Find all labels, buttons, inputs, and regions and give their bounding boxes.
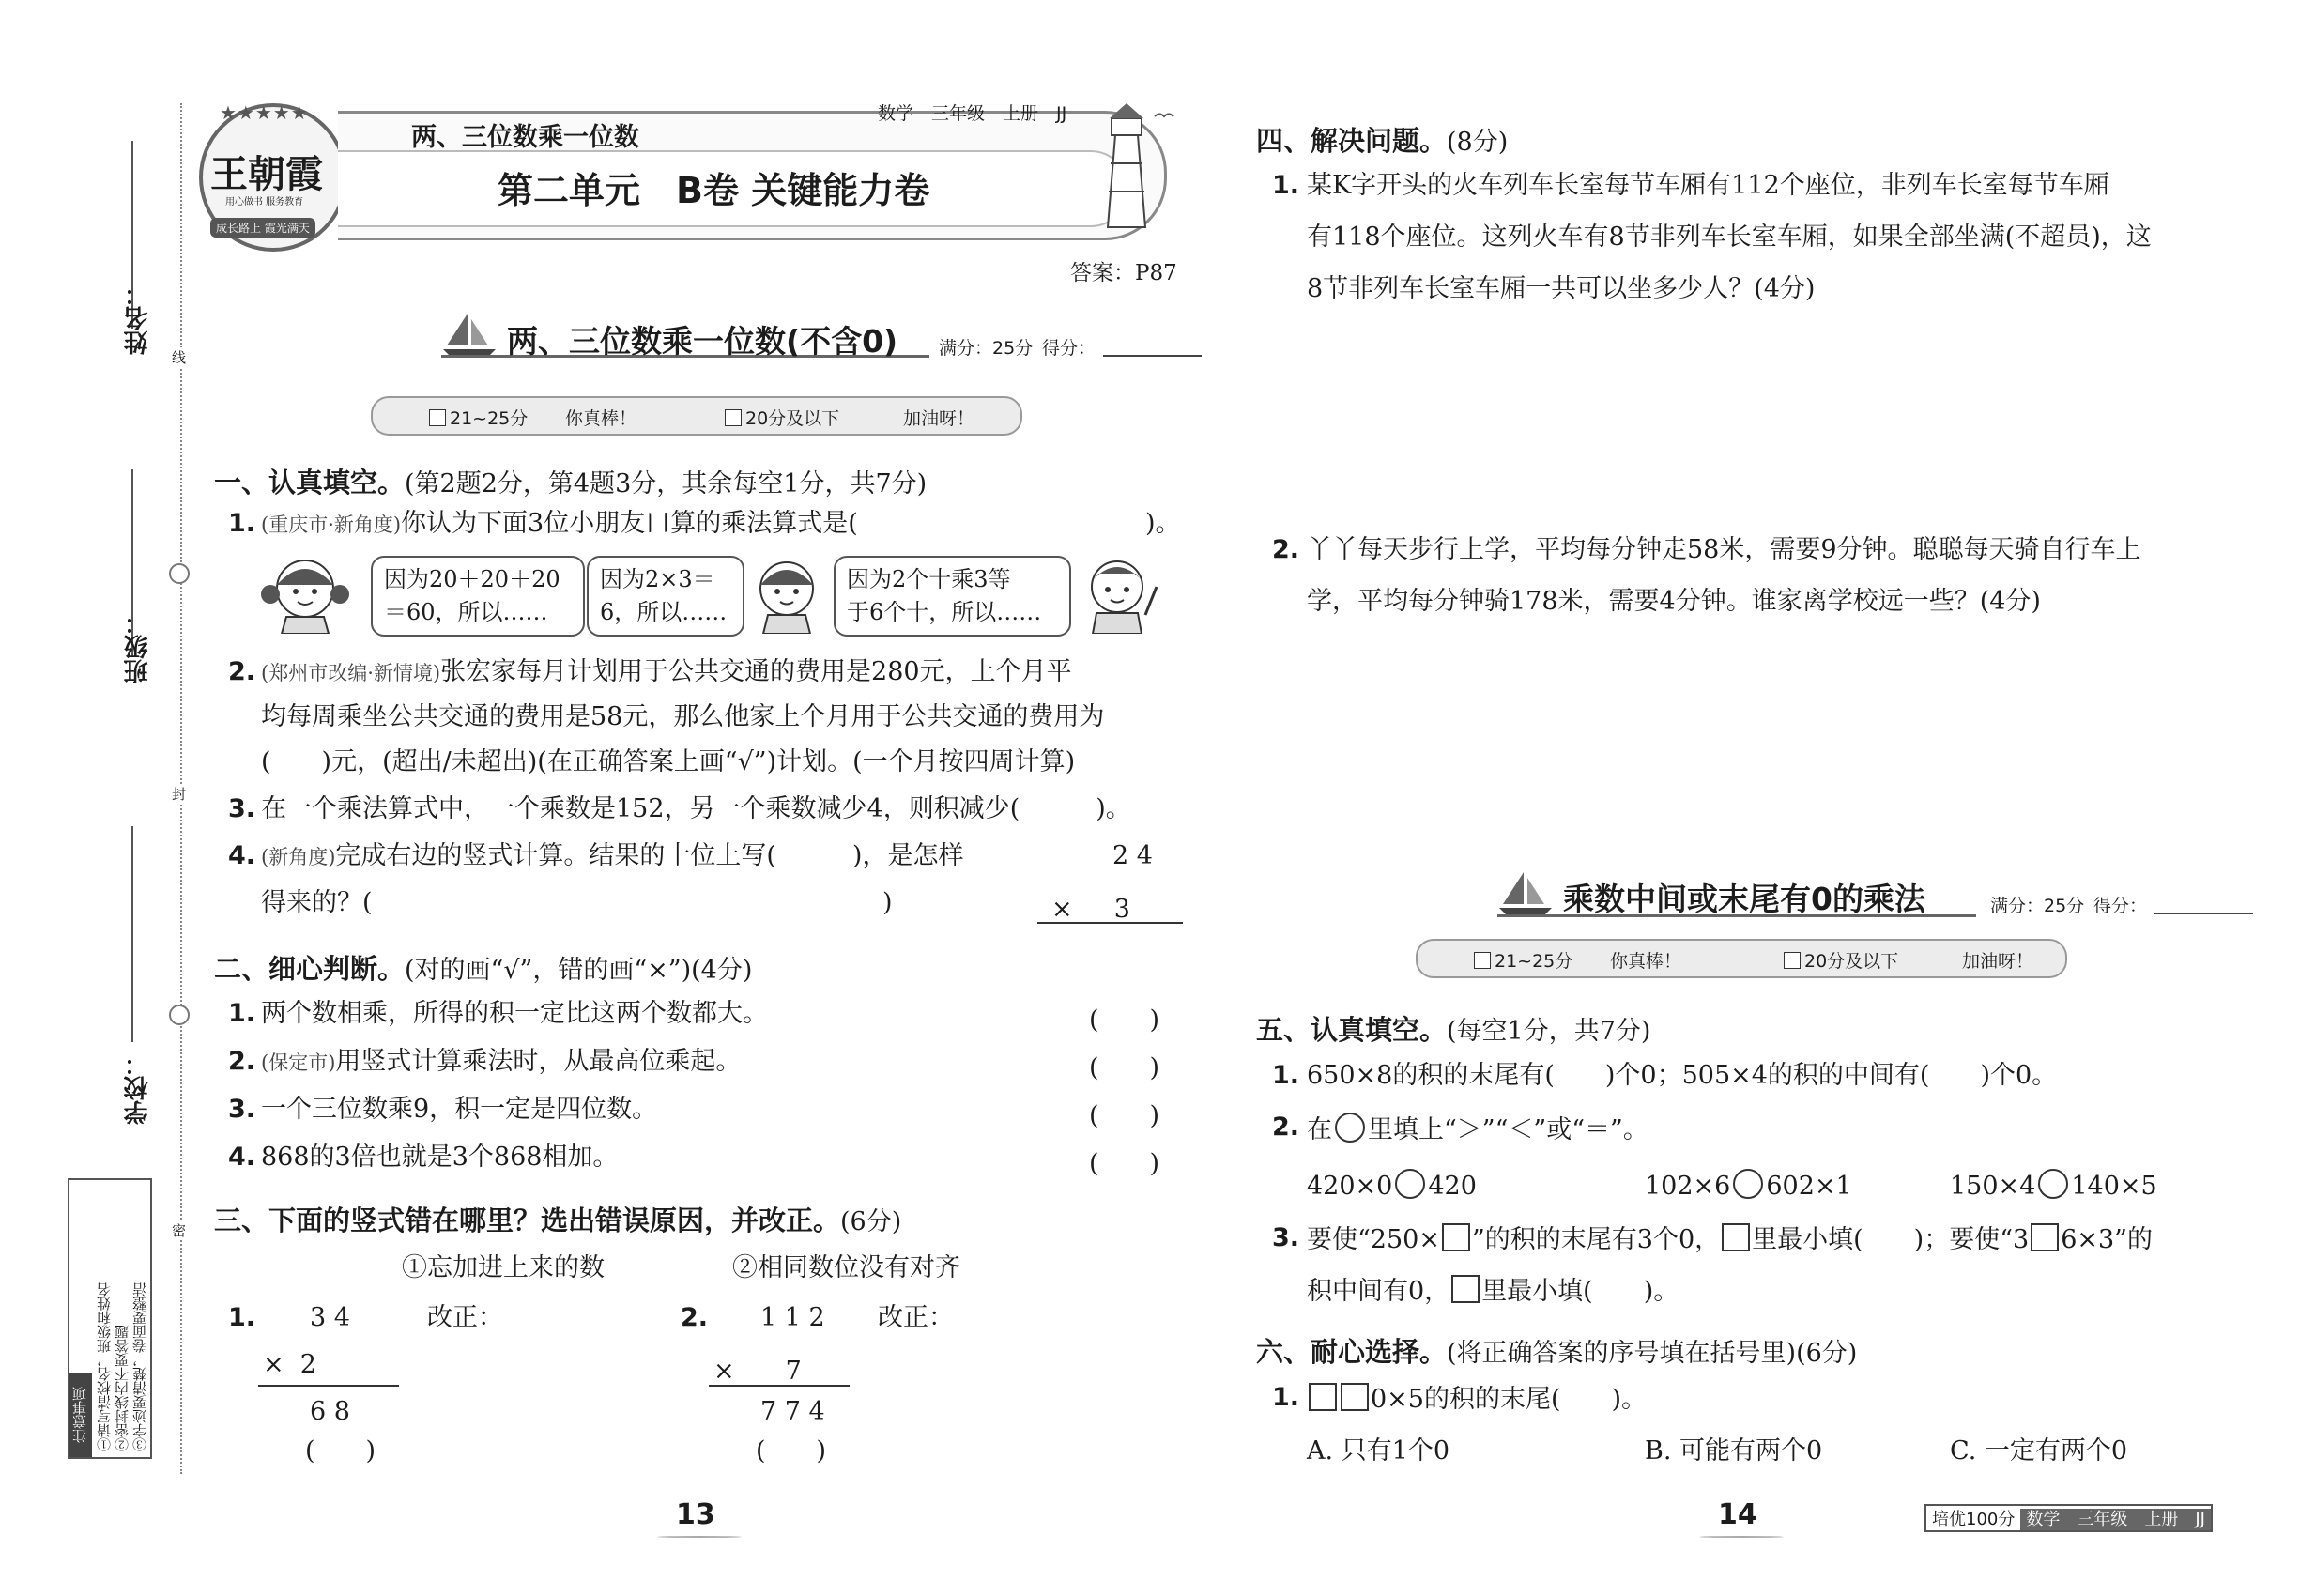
section-2-title: 二、细心判断。(对的画“√”，错的画“×”)(4分) [214,953,753,985]
judge-statement: 一个三位数乘9，积一定是四位数。 [261,1095,658,1124]
page-number-flourish [657,1536,742,1538]
question-number: 4. [228,841,256,870]
question-4-1-line3: 8节非列车长室车厢一共可以坐多少人？(4分) [1307,274,1816,303]
page-number: 13 [676,1498,715,1531]
section-3-title: 三、下面的竖式错在哪里？选出错误原因，并改正。(6分) [214,1205,902,1236]
vertical-calc-multiplier: × 2 [263,1350,316,1379]
logo-small: 用心做书 服务教育 [225,197,304,207]
option-c[interactable]: C. 一定有两个0 [1950,1436,2128,1466]
question-number: 1. [228,1303,256,1332]
rating-bar [371,396,1022,436]
vertical-calc-top: 3 4 [310,1303,350,1332]
page-title: 第二单元 B卷 关键能力卷 [498,170,930,211]
vertical-calc-top: 1 1 2 [760,1303,825,1332]
compare-circle[interactable] [1733,1169,1763,1199]
footer-meta: 数学 三年级 上册 JJ [2020,1509,2211,1530]
question-number: 4. [228,1143,256,1172]
rating-low: 20分及以下 [1784,947,1898,973]
answer-paren[interactable]: ( ) [756,1436,827,1466]
judge-statement: 两个数相乘，所得的积一定比这两个数都大。 [261,999,768,1028]
question-number: 3. [1272,1223,1300,1252]
question-5-1: 650×8的积的末尾有( )个0；505×4的积的中间有( )个0。 [1307,1061,2058,1090]
fill-box[interactable] [1722,1223,1750,1251]
cut-mark-icon [169,563,190,584]
checkbox[interactable] [429,409,446,426]
question-4-2-line2: 学，平均每分钟骑178米，需要4分钟。谁家离学校远一些？(4分) [1307,587,2041,616]
vertical-calc-rule [1037,922,1183,924]
sailboat-icon [1497,868,1554,917]
question-number: 1. [228,999,256,1028]
rating-low-cheer: 加油呀！ [903,408,975,429]
school-label: 学校： [124,1051,152,1125]
question-1-3: 在一个乘法算式中，一个乘数是152，另一个乘数减少4，则积减少( )。 [261,794,1131,823]
answer-paren[interactable]: ( ) [1089,1149,1160,1178]
question-1-4-line2-end: ) [882,888,893,917]
question-number: 3. [228,794,256,823]
rating-high-cheer: 你真棒！ [565,408,637,429]
question-1-4-line2: 得来的？( [261,888,373,917]
question-4-1-line1: 某K字开头的火车列车长室每节车厢有112个座位，非列车长室每节车厢 [1307,171,2109,200]
question-5-2: 在 里填上“＞”“＜”或“＝”。 [1307,1113,1648,1145]
question-1-4-line1: (新角度)完成右边的竖式计算。结果的十位上写( )，是怎样 [261,841,964,870]
rating-high: 21~25分 [1474,947,1572,973]
speech-bubble: 因为2×3＝ 6，所以…… [587,556,744,637]
part-title: 两、三位数乘一位数(不含0) [507,323,898,360]
notice-item: ③字迹要清楚，卷面要整洁 [131,1282,148,1451]
question-1-2-line3: ( )元，(超出/未超出)(在正确答案上画“√”)计划。(一个月按四周计算) [261,747,1076,776]
question-number: 3. [228,1095,256,1124]
question-5-3-line2: 积中间有0， 里最小填( )。 [1307,1277,1679,1306]
rating-low: 20分及以下 [725,405,839,430]
fill-box[interactable] [1451,1275,1480,1303]
judge-statement: (保定市)用竖式计算乘法时，从最高位乘起。 [261,1047,742,1076]
girl-icon [253,549,357,634]
section-5-title: 五、认真填空。(每空1分，共7分) [1256,1014,1651,1046]
correction-label: 改正： [878,1303,954,1332]
footer-brand: 培优100分 [1926,1509,2020,1530]
vertical-calc-top: 2 4 [1112,841,1153,870]
boy-icon [1070,549,1164,634]
section-4-title: 四、解决问题。(8分) [1256,125,1509,157]
logo-badge [199,103,347,252]
fill-box[interactable] [1309,1383,1337,1411]
question-1-2-line1: (郑州市改编·新情境)张宏家每月计划用于公共交通的费用是280元，上个月平 [261,657,1072,686]
answer-paren[interactable]: ( ) [1089,1005,1160,1035]
vertical-calc-multiplier: × 7 [713,1357,802,1386]
score-line [1103,355,1202,357]
question-number: 1. [1272,1061,1300,1090]
page-number: 14 [1718,1498,1757,1531]
fill-box[interactable] [2031,1223,2059,1251]
question-number: 2. [1272,535,1300,564]
notice-box [68,1178,152,1459]
question-number: 2. [1272,1113,1300,1142]
compare-item: 150×4 140×5 [1950,1169,2157,1202]
vertical-calc-rule [709,1385,850,1387]
score-full: 满分：25分 [1990,896,2085,916]
question-1-2-line2: 均每周乘坐公共交通的费用是58元，那么他家上个月用于公共交通的费用为 [261,702,1105,731]
question-number: 1. [1272,1383,1300,1412]
judge-statement: 868的3倍也就是3个868相加。 [261,1143,619,1172]
compare-circle[interactable] [2038,1169,2068,1199]
question-1-1-end: )。 [1145,509,1181,538]
speech-bubble: 因为20＋20＋20 ＝60，所以…… [371,556,585,637]
speech-bubble: 因为2个十乘3等 于6个十，所以…… [834,556,1071,637]
score-got: 得分： [2093,896,2148,916]
answer-ref: 答案：P87 [1070,261,1177,285]
rating-low-cheer: 加油呀！ [1962,951,2034,972]
checkbox[interactable] [1784,952,1801,969]
error-reason-1: ①忘加进上来的数 [402,1253,605,1282]
footer-label [1924,1504,2213,1532]
score-full: 满分：25分 [939,338,1034,359]
section-6-title: 六、耐心选择。(将正确答案的序号填在括号里)(6分) [1256,1336,1858,1368]
compare-item: 420×0 420 [1307,1169,1477,1202]
compare-item: 102×6 602×1 [1645,1169,1852,1202]
fill-box[interactable] [1341,1383,1369,1411]
question-1-1: (重庆市·新角度)你认为下面3位小朋友口算的乘法算式是( [261,509,858,538]
vertical-calc-rule [258,1385,399,1387]
error-reason-2: ②相同数位没有对齐 [732,1253,960,1282]
logo-stars: ★★★★★ [220,101,309,124]
score-got: 得分： [1042,338,1096,359]
cut-mark-icon [169,1005,190,1025]
notice-item: ①请写清校名，班级和姓名 [96,1282,113,1451]
logo-motto: 成长路上 霞光满天 [210,218,315,238]
question-number: 2. [228,657,256,686]
checkbox[interactable] [1474,952,1491,969]
question-number: 2. [681,1303,709,1332]
compare-circle[interactable] [1395,1169,1425,1199]
checkbox[interactable] [725,409,742,426]
vertical-calc-multiplier: × 3 [1051,895,1130,924]
notice-title: 注意事项 [69,1373,92,1457]
score-line [2154,913,2253,914]
lighthouse-icon [1080,98,1183,229]
answer-paren[interactable]: ( ) [305,1436,376,1466]
option-a[interactable]: A. 只有1个0 [1307,1436,1450,1466]
banner-meta: 数学 三年级 上册 JJ [878,103,1067,124]
page-number-flourish [1699,1536,1784,1538]
cut-mark-secret: 密 [172,1222,187,1239]
cut-mark-seal: 封 [172,786,187,803]
part-title: 乘数中间或末尾有0的乘法 [1563,881,1925,917]
question-number: 2. [228,1047,256,1076]
rating-bar [1416,939,2067,978]
section-1-title: 一、认真填空。(第2题2分，第4题3分，其余每空1分，共7分) [214,467,928,499]
option-b[interactable]: B. 可能有两个0 [1645,1436,1823,1466]
answer-paren[interactable]: ( ) [1089,1101,1160,1130]
class-label: 班级： [124,610,152,683]
question-5-3-line1: 要使“250× ”的积的末尾有3个0， 里最小填( )；要使“3 6×3”的 [1307,1225,2153,1254]
name-label: 姓名： [124,282,152,355]
girl-icon [740,549,834,634]
rating-high: 21~25分 [429,405,528,430]
sailboat-icon [441,310,498,359]
question-number: 1. [1272,171,1300,200]
compare-circle[interactable] [1335,1113,1365,1143]
question-4-1-line2: 有118个座位。这列火车有8节非列车长室车厢，如果全部坐满(不超员)，这 [1307,223,2152,252]
school-line [131,826,133,1042]
rating-high-cheer: 你真棒！ [1610,951,1682,972]
logo-text: 王朝霞 [210,152,323,196]
correction-label: 改正： [427,1303,503,1332]
notice-item: ②密封线内不要答题 [114,1325,130,1451]
vertical-calc-result: 7 7 4 [760,1397,825,1426]
question-6-1: 0×5的积的末尾( )。 [1307,1383,1647,1415]
question-4-2-line1: 丫丫每天步行上学，平均每分钟走58米，需要9分钟。聪聪每天骑自行车上 [1307,535,2141,564]
vertical-calc-result: 6 8 [310,1397,350,1426]
answer-paren[interactable]: ( ) [1089,1053,1160,1082]
cut-mark-line: 线 [172,349,187,366]
question-number: 1. [228,509,256,538]
fill-box[interactable] [1442,1223,1470,1251]
banner-topic: 两、三位数乘一位数 [411,123,639,152]
